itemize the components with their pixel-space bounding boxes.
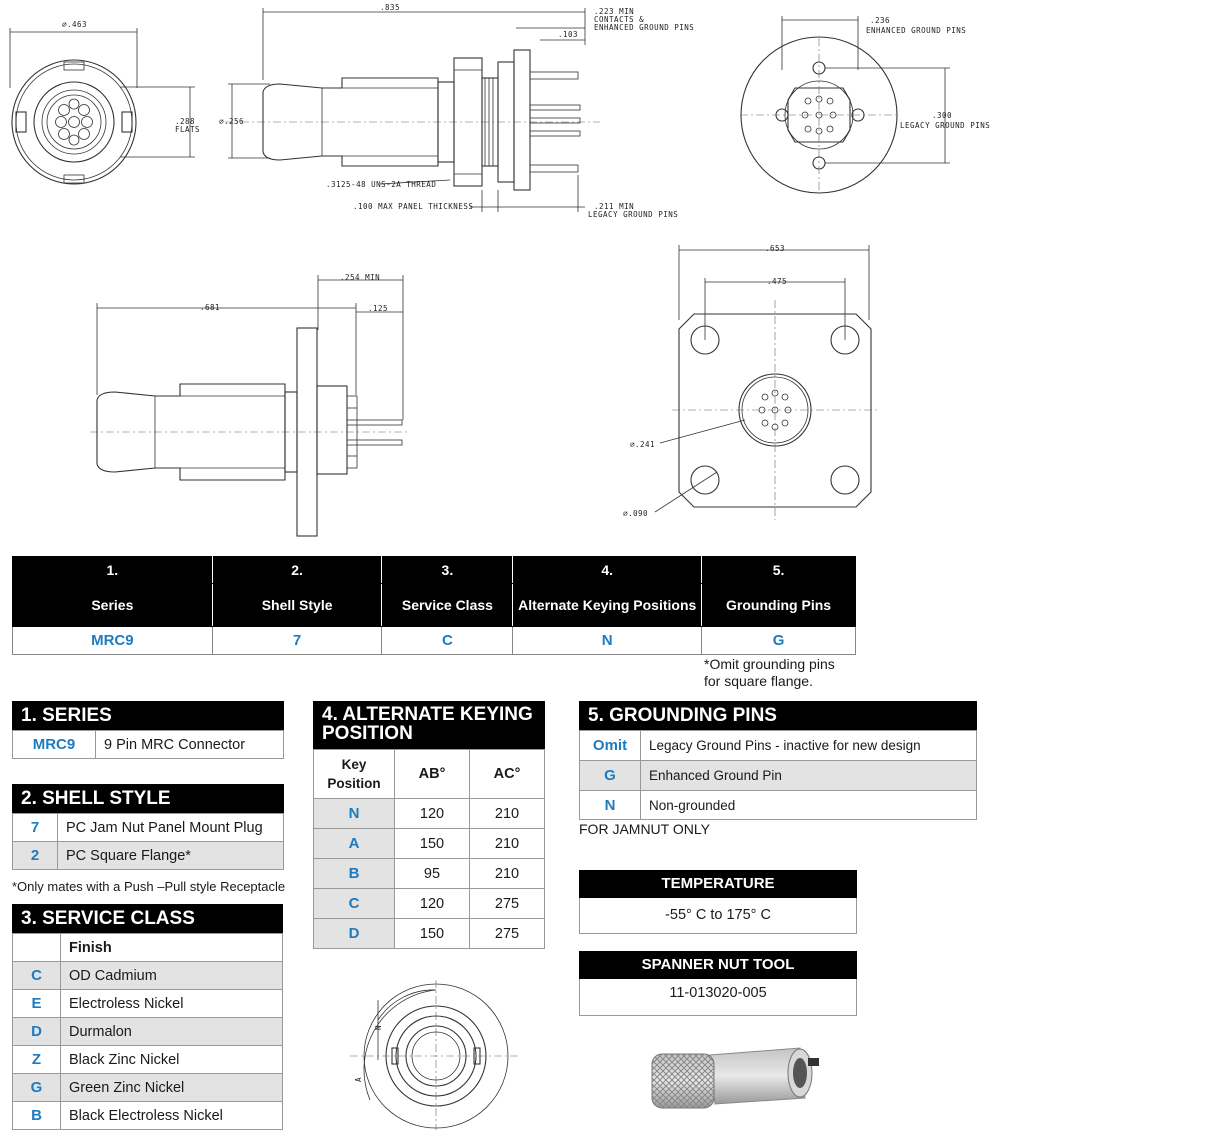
- dim-653-label: .653: [765, 244, 786, 253]
- table-row: D 150 275: [314, 919, 545, 949]
- temperature-value: -55° C to 175° C: [579, 898, 857, 934]
- grounding-omit-note: *Omit grounding pins for square flange.: [704, 656, 835, 689]
- pn-number-4: 4.: [513, 557, 702, 584]
- dim-panel-label: .100 MAX PANEL THICKNESS: [353, 202, 474, 211]
- finish-column-header: Finish: [61, 934, 283, 962]
- grounding-table: [579, 730, 977, 820]
- pn-number-3: 3.: [382, 557, 513, 584]
- rear-view-drawing: [740, 16, 990, 193]
- pn-value-grounding: G: [702, 627, 856, 655]
- dim-288-label: .288: [175, 117, 196, 126]
- pn-label-grounding: Grounding Pins: [702, 584, 856, 627]
- table-row: A 150 210: [314, 829, 545, 859]
- spanner-tool-image: [652, 1048, 819, 1108]
- keying-section: [313, 701, 545, 949]
- spanner-part-number: 11-013020-005: [579, 979, 857, 1016]
- pn-label-keying: Alternate Keying Positions: [513, 584, 702, 627]
- dim-125-label: .125: [368, 304, 389, 313]
- flange-front-view-drawing: [623, 244, 880, 520]
- table-row: 7 PC Jam Nut Panel Mount Plug: [13, 814, 284, 842]
- pn-value-shell: 7: [212, 627, 382, 655]
- table-row: E Electroless Nickel: [13, 990, 283, 1018]
- grounding-title: 5. GROUNDING PINS: [579, 701, 977, 730]
- dim-300-label: .300: [932, 111, 953, 120]
- jamnut-only-note: FOR JAMNUT ONLY: [579, 821, 710, 837]
- dim-contacts-label: CONTACTS &: [594, 15, 645, 24]
- key-a-label: A: [354, 1076, 363, 1082]
- table-row: G Enhanced Ground Pin: [580, 761, 977, 791]
- dim-681-label: .681: [200, 303, 221, 312]
- keying-table: [313, 749, 545, 949]
- table-row: B Black Electroless Nickel: [13, 1102, 283, 1130]
- pn-number-1: 1.: [13, 557, 213, 584]
- spanner-section: [579, 951, 857, 1016]
- pn-value-keying: N: [513, 627, 702, 655]
- table-row: C OD Cadmium: [13, 962, 283, 990]
- key-n-label: N: [374, 1024, 383, 1030]
- dim-211-label: .211 MIN: [594, 202, 635, 211]
- pn-label-series: Series: [13, 584, 213, 627]
- grounding-section: [579, 701, 977, 820]
- series-table: [12, 730, 284, 759]
- spanner-title: SPANNER NUT TOOL: [579, 951, 857, 979]
- pn-value-series: MRC9: [13, 627, 213, 655]
- temperature-section: [579, 870, 857, 934]
- series-section: [12, 701, 284, 759]
- dim-256-label: ⌀.256: [219, 117, 245, 126]
- dim-835-label: .835: [380, 3, 401, 12]
- table-row: MRC9 9 Pin MRC Connector: [13, 731, 284, 759]
- key-position-header: Key Position: [314, 750, 395, 799]
- table-row: Z Black Zinc Nickel: [13, 1046, 283, 1074]
- table-row: 2 PC Square Flange*: [13, 842, 284, 870]
- pn-number-2: 2.: [212, 557, 382, 584]
- shell-style-section: [12, 784, 284, 870]
- table-row: N 120 210: [314, 799, 545, 829]
- ac-column-header: AC°: [470, 750, 545, 799]
- series-title: 1. SERIES: [12, 701, 284, 730]
- dim-thread-label: .3125-48 UNS-2A THREAD: [326, 180, 437, 189]
- dim-236-label: .236: [870, 16, 891, 25]
- keying-view-drawing: [350, 980, 520, 1130]
- pn-value-service: C: [382, 627, 513, 655]
- side-view-drawing: [219, 3, 694, 219]
- temperature-title: TEMPERATURE: [579, 870, 857, 898]
- table-row: N Non-grounded: [580, 791, 977, 820]
- dim-flats-label: FLATS: [175, 125, 201, 134]
- dim-090-label: ⌀.090: [623, 509, 649, 518]
- pn-label-shell: Shell Style: [212, 584, 382, 627]
- table-row: B 95 210: [314, 859, 545, 889]
- table-row: D Durmalon: [13, 1018, 283, 1046]
- shell-style-note: *Only mates with a Push –Pull style Receptacle: [12, 879, 286, 894]
- dim-241-label: ⌀.241: [630, 440, 656, 449]
- ab-column-header: AB°: [395, 750, 470, 799]
- table-row: G Green Zinc Nickel: [13, 1074, 283, 1102]
- dim-223-label: .223 MIN: [594, 7, 635, 16]
- keying-title: 4. ALTERNATE KEYING POSITION: [313, 701, 545, 749]
- table-row: Omit Legacy Ground Pins - inactive for new design: [580, 731, 977, 761]
- dim-300-desc: LEGACY GROUND PINS: [900, 121, 991, 130]
- dim-236-desc: ENHANCED GROUND PINS: [866, 26, 967, 35]
- dim-463-label: ⌀.463: [62, 20, 88, 29]
- dim-254-label: .254 MIN: [340, 273, 381, 282]
- service-class-title: 3. SERVICE CLASS: [12, 904, 283, 933]
- dim-enh-pins-label: ENHANCED GROUND PINS: [594, 23, 695, 32]
- shell-style-title: 2. SHELL STYLE: [12, 784, 284, 813]
- dim-103-label: .103: [558, 30, 579, 39]
- dim-475-label: .475: [767, 277, 788, 286]
- flange-side-view-drawing: [90, 273, 410, 536]
- service-class-section: [12, 904, 283, 1130]
- table-row: C 120 275: [314, 889, 545, 919]
- pn-number-5: 5.: [702, 557, 856, 584]
- service-class-table: [12, 933, 283, 1130]
- front-view-drawing: [10, 20, 200, 184]
- part-number-table: [12, 556, 856, 655]
- shell-style-table: [12, 813, 284, 870]
- pn-label-service: Service Class: [382, 584, 513, 627]
- dim-legacy-pins-label: LEGACY GROUND PINS: [588, 210, 679, 219]
